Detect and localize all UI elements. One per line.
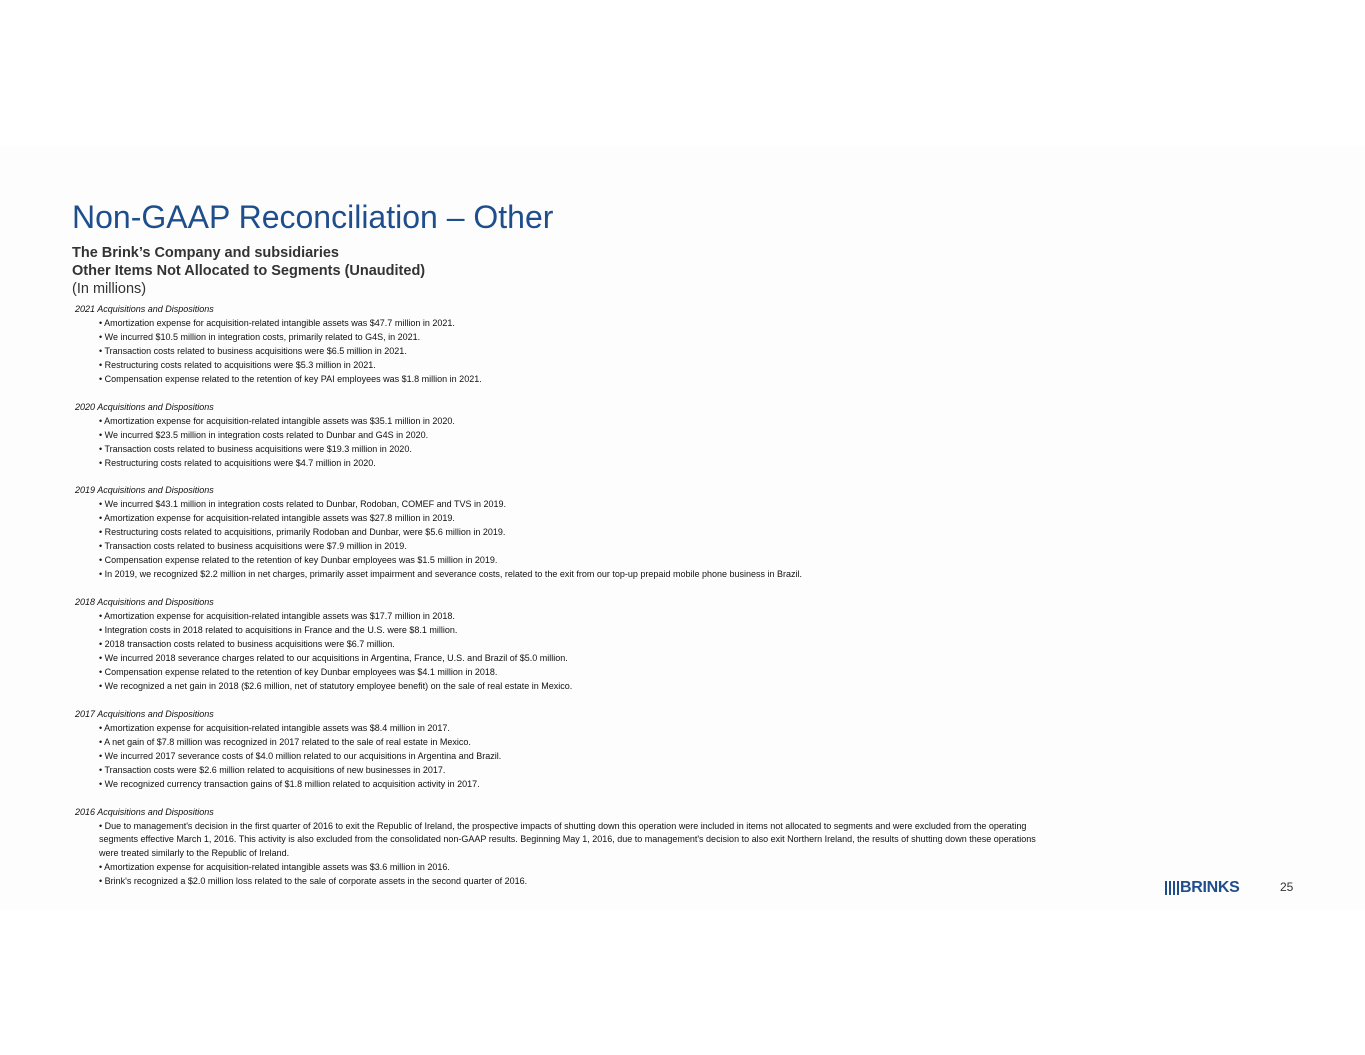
list-item: • Compensation expense related to the retention of key Dunbar employees was $4.1 million in 2018. [99,666,498,677]
list-item: • Restructuring costs related to acquisitions, primarily Rodoban and Dunbar, were $5.6 million in 2019. [99,527,506,538]
list-item: • In 2019, we recognized $2.2 million in net charges, primarily asset impairment and severance costs, related to the exit from our top-up prepaid mobile phone business in Brazil. [99,569,803,580]
list-item: • Brink's recognized a $2.0 million loss related to the sale of corporate assets in the second quarter of 2016. [99,876,528,887]
list-item: • We incurred 2017 severance costs of $4.0 million related to our acquisitions in Argentina and Brazil. [99,750,502,761]
subtitle-block [72,244,425,298]
section-title: 2017 Acquisitions and Dispositions [75,708,214,719]
list-item: • We incurred $10.5 million in integration costs, primarily related to G4S, in 2021. [99,331,421,342]
list-item: • We recognized a net gain in 2018 ($2.6 million, net of statutory employee benefit) on the sale of real estate in Mexico. [99,680,573,691]
section-title: 2019 Acquisitions and Dispositions [75,485,214,496]
list-item: • 2018 transaction costs related to business acquisitions were $6.7 million. [99,639,395,650]
logo-wordmark: BRINKS [1180,878,1240,896]
section-title: 2021 Acquisitions and Dispositions [75,304,214,314]
section-2019 [75,484,1040,582]
list-item: • Restructuring costs related to acquisitions were $5.3 million in 2021. [99,359,376,370]
section-2017 [75,708,1040,792]
list-item: • We recognized currency transaction gains of $1.8 million related to acquisition activity in 2017. [99,778,480,789]
section-title: 2016 Acquisitions and Dispositions [75,806,214,817]
logo-bars-icon [1165,881,1179,895]
section-2018 [75,596,1040,694]
list-item: • Transaction costs related to business acquisitions were $19.3 million in 2020. [99,443,412,454]
list-item: • Amortization expense for acquisition-related intangible assets was $17.7 million in 2018. [99,611,455,622]
list-item: • Restructuring costs related to acquisitions were $4.7 million in 2020. [99,457,376,468]
list-item: • We incurred $43.1 million in integration costs related to Dunbar, Rodoban, COMEF and TVS in 2019. [99,499,507,510]
units-label: (In millions) [72,281,147,297]
list-item: • We incurred 2018 severance charges related to our acquisitions in Argentina, France, U.S. and Brazil of $5.0 million. [99,652,568,663]
notes-body [75,303,1040,903]
section-2021 [75,303,1040,387]
list-item: • Compensation expense related to the retention of key Dunbar employees was $1.5 million in 2019. [99,555,498,566]
list-item: • Compensation expense related to the retention of key PAI employees was $1.8 million in 2021. [99,373,482,384]
list-item: • Transaction costs related to business acquisitions were $7.9 million in 2019. [99,541,407,552]
section-2016 [75,806,1040,890]
list-item: • Due to management's decision in the first quarter of 2016 to exit the Republic of Ireland, the prospective impacts of shutting down this operation were included in items not allocated to segments and were excluded from the operating segments effective March 1, 2016. This activity is also excluded from the consolidated non-GAAP results. Beginning May 1, 2016, due to management's decision to also exit Northern Ireland, the results of shutting down these operations were treated similarly to the Republic of Ireland. [99,820,1036,859]
list-item: • A net gain of $7.8 million was recognized in 2017 related to the sale of real estate in Mexico. [99,736,471,747]
list-item: • Amortization expense for acquisition-related intangible assets was $3.6 million in 2016. [99,862,450,873]
page-number: 25 [1280,880,1294,894]
list-item: • Amortization expense for acquisition-related intangible assets was $35.1 million in 2020. [99,415,455,426]
section-title: 2018 Acquisitions and Dispositions [75,597,214,608]
list-item: • Integration costs in 2018 related to acquisitions in France and the U.S. were $8.1 million. [99,625,458,636]
report-name: Other Items Not Allocated to Segments (Unaudited) [72,263,426,279]
section-title: 2020 Acquisitions and Dispositions [75,401,214,412]
list-item: • Amortization expense for acquisition-related intangible assets was $8.4 million in 2017. [99,722,450,733]
page-title: Non-GAAP Reconciliation – Other [72,199,554,235]
brinks-logo [1165,879,1240,896]
list-item: • We incurred $23.5 million in integration costs related to Dunbar and G4S in 2020. [99,429,429,440]
company-name: The Brink’s Company and subsidiaries [72,245,339,261]
list-item: • Transaction costs related to business acquisitions were $6.5 million in 2021. [99,345,407,356]
list-item: • Amortization expense for acquisition-related intangible assets was $27.8 million in 2019. [99,513,455,524]
list-item: • Amortization expense for acquisition-related intangible assets was $47.7 million in 2021. [99,317,455,328]
list-item: • Transaction costs were $2.6 million related to acquisitions of new businesses in 2017. [99,764,446,775]
section-2020 [75,401,1040,471]
